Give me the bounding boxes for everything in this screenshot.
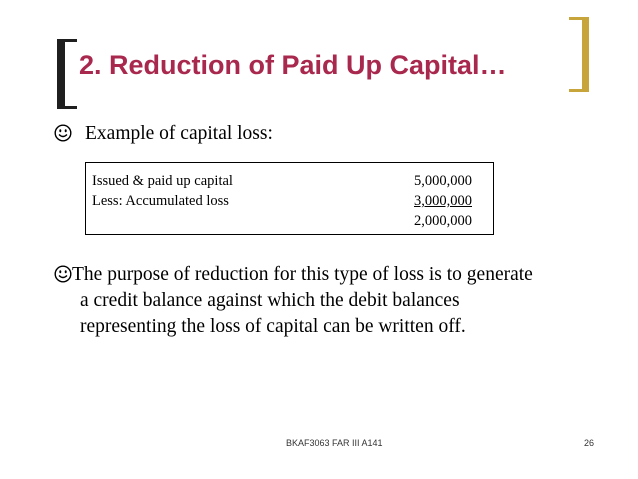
bullet-purpose-line [54,262,594,288]
row-value: 2,000,000 [414,213,472,229]
table-row [92,211,487,231]
smiley-icon [54,124,72,142]
bullet-example [54,121,273,147]
row-label: Less: Accumulated loss [92,193,229,209]
footer-page-number: 26 [584,438,595,448]
bullet-example-text: Example of capital loss: [85,123,273,144]
left-bracket-decoration [57,39,77,109]
right-bracket-decoration [569,17,589,92]
capital-loss-table [85,162,494,235]
slide-title: 2. Reduction of Paid Up Capital… [79,50,507,80]
table-row [92,171,487,191]
row-value: 5,000,000 [414,173,472,189]
bullet-purpose-line: a credit balance against which the debit balances [80,290,460,311]
smiley-icon [54,265,72,283]
bullet-purpose [54,262,594,340]
bullet-purpose-line: representing the loss of capital can be written off. [80,316,466,337]
bullet-purpose-text: The purpose of reduction for this type of loss is to generate [72,264,533,285]
table-row [92,191,487,211]
row-label: Issued & paid up capital [92,173,233,189]
row-value: 3,000,000 [414,193,472,209]
footer-course-code: BKAF3063 FAR III A141 [286,438,383,448]
